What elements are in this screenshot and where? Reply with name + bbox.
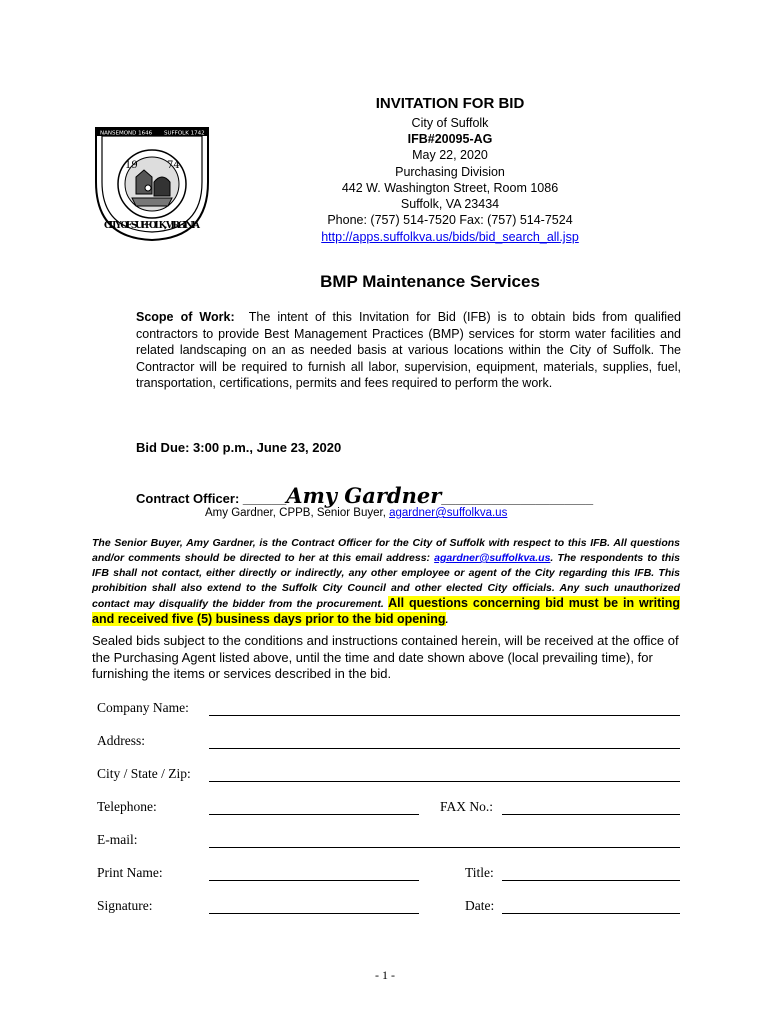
notice-part1: The Senior Buyer, Amy Gardner, is the Contract Officer for the City of Suffolk with respect to this IFB. All questions and/or comments should be directed to her at this email address: bbox=[92, 537, 680, 564]
notice-part2: . The respondents to this IFB shall not contact, either directly or indirectly, any other employee or agent of the City regarding this IFB. This prohibition shall also extend to the Suffolk City Council and other elected City officials. Any such unauthorized contact may disqualify the bidder from the procurement. bbox=[92, 552, 681, 610]
header-city-state: Suffolk, VA 23434 bbox=[400, 197, 500, 211]
telephone-field[interactable] bbox=[209, 814, 419, 815]
sealed-bids-paragraph: Sealed bids subject to the conditions and instructions contained herein, will be received at the office of the Purchasing Agent listed above, until the time and date shown above (local prevailing time), for furnishing the items or services described in the bid. bbox=[92, 633, 679, 681]
date-label: Date: bbox=[465, 898, 495, 913]
header-ifb-number: IFB#20095-AG bbox=[407, 132, 493, 146]
fax-label: FAX No.: bbox=[440, 799, 494, 814]
notice-email-link[interactable]: agardner@suffolkva.us bbox=[434, 552, 551, 564]
seal-top-left: NANSEMOND 1646 bbox=[100, 130, 153, 137]
header-city: City of Suffolk bbox=[411, 116, 489, 130]
signature-field[interactable] bbox=[209, 913, 419, 914]
contract-officer-trailing: _____________________ bbox=[441, 491, 594, 506]
scope-of-work bbox=[136, 309, 681, 392]
print-name-label: Print Name: bbox=[97, 865, 163, 880]
print-name-field[interactable] bbox=[209, 880, 419, 881]
officer-email-link[interactable]: agardner@suffolkva.us bbox=[389, 507, 508, 519]
bid-due: Bid Due: 3:00 p.m., June 23, 2020 bbox=[136, 440, 342, 455]
title-field[interactable] bbox=[502, 880, 680, 881]
seal-year-left: 19 bbox=[125, 160, 138, 171]
seal-year-right: 74 bbox=[167, 160, 180, 171]
contract-officer-details bbox=[205, 507, 507, 519]
notice-end: . bbox=[445, 614, 449, 626]
officer-details-text: Amy Gardner, CPPB, Senior Buyer, bbox=[205, 507, 390, 519]
header-street: 442 W. Washington Street, Room 1086 bbox=[341, 181, 559, 195]
notice-highlight: All questions concerning bid must be in writing and received five (5) business days prior to the bid opening bbox=[92, 596, 680, 626]
company-name-field[interactable] bbox=[209, 715, 680, 716]
header-phone: Phone: (757) 514-7520 Fax: (757) 514-7524 bbox=[327, 213, 573, 227]
signature-label: Signature: bbox=[97, 898, 153, 913]
telephone-label: Telephone: bbox=[97, 799, 157, 814]
seal-ring-text: CITY OF SUFFOLK, VIRGINIA bbox=[104, 221, 200, 231]
city-state-zip-field[interactable] bbox=[209, 781, 680, 782]
contact-notice bbox=[92, 536, 680, 628]
bid-search-link[interactable]: http://apps.suffolkva.us/bids/bid_search_all.jsp bbox=[321, 230, 579, 244]
page-number: - 1 - bbox=[375, 968, 395, 982]
email-field[interactable] bbox=[209, 847, 680, 848]
scope-label: Scope of Work: bbox=[136, 310, 235, 324]
address-label: Address: bbox=[97, 733, 145, 748]
city-seal-logo bbox=[92, 122, 212, 244]
fax-field[interactable] bbox=[502, 814, 680, 815]
scope-text: The intent of this Invitation for Bid (IFB) is to obtain bids from qualified contractors to provide Best Management Practices (BMP) services for storm water facilities and related landscaping on an as needed basis at various locations within the City of Suffolk. The Contractor will be required to furnish all labor, supervision, equipment, materials, supplies, fuel, transportation, certifications, permits and fees required to perform the work. bbox=[136, 310, 681, 390]
contract-officer-label: Contract Officer: ______ bbox=[136, 491, 287, 506]
date-field[interactable] bbox=[502, 913, 680, 914]
city-state-zip-label: City / State / Zip: bbox=[97, 766, 191, 781]
header-date: May 22, 2020 bbox=[412, 148, 488, 162]
seal-top-right: SUFFOLK 1742 bbox=[164, 130, 205, 137]
title-label: Title: bbox=[465, 865, 494, 880]
contract-officer-signature: Amy Gardner bbox=[286, 483, 442, 508]
contract-officer bbox=[136, 483, 593, 508]
address-field[interactable] bbox=[209, 748, 680, 749]
project-title: BMP Maintenance Services bbox=[320, 272, 540, 291]
email-label: E-mail: bbox=[97, 832, 138, 847]
company-name-label: Company Name: bbox=[97, 700, 189, 715]
document-title: INVITATION FOR BID bbox=[375, 95, 525, 112]
header-division: Purchasing Division bbox=[395, 165, 505, 179]
